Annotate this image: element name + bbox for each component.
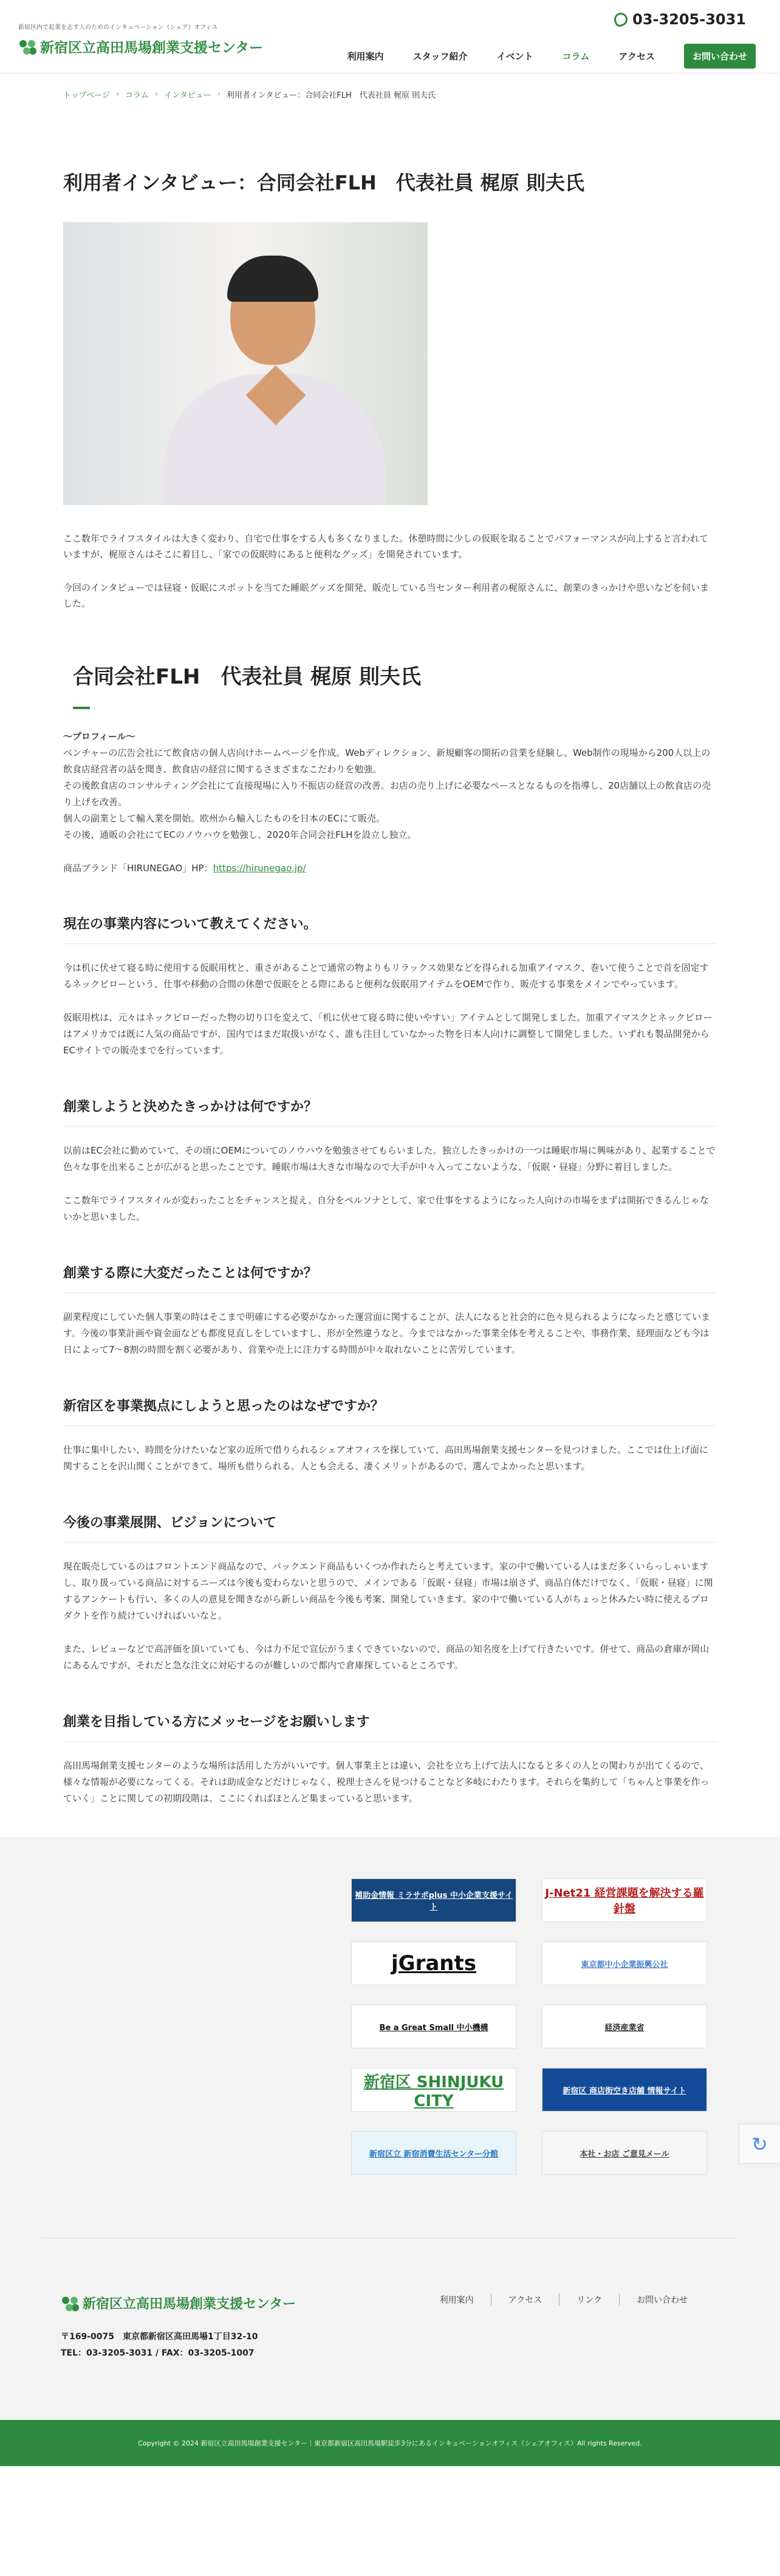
answer: 現在販売しているのはフロントエンド商品なので、バックエンド商品もいくつか作れたらと考えています。家の中で働いている人はまだ多くいらっしゃいますし、取り扱っている商品に対するニーズは今後も変わらないと思うので、メインである「仮眠・昼寝」市場は崩さず、商品自体だけでなく、「仮眠・昼寝」に関するアンケートも行い、多くの人の意見を聞きながら新しい商品を今後も考案、開発していきます。家の中で働いている人がちょっと休みたい時に使えるプロダクトを作り続けていければいいなと。 bbox=[63, 1561, 713, 1622]
qa-section bbox=[63, 1512, 717, 1674]
qa-section bbox=[63, 1096, 717, 1225]
answer: 副業程度にしていた個人事業の時はそこまで明確にする必要がなかった運営面に関することが、法人になると社会的に色々見られるようになったと感じています。今後の事業計画や資金面なども都度見直しをしていますし、形が全然違うなと。今まではなかった事業全体を考えることや、事務作業、経理面なども今は日によって7〜8割の時間を割く必要があり、営業や売上に注力する時間が中々取れないことに苦労しています。 bbox=[63, 1311, 711, 1356]
answer: 今は机に伏せて寝る時に使用する仮眠用枕と、重さがあることで通常の物よりもリラックス効果などを得られる加重アイマスク、巻いて使うことで首を固定するネックピローという、仕事や移動の合間の休憩で仮眠をとる際にあると便利な仮眠用アイテムをOEMで作り、販売する事業をメインでやっています。 bbox=[63, 962, 709, 990]
profile-heading: 〜プロフィール〜 bbox=[63, 731, 135, 742]
banner-grid bbox=[351, 1878, 707, 2175]
banner-feedback-mail[interactable]: 本社・お店 ご意見メール bbox=[542, 2131, 707, 2175]
site-footer bbox=[0, 2238, 780, 2420]
banner-jnet21[interactable]: J-Net21 経営課題を解決する羅針盤 bbox=[542, 1878, 707, 1922]
qa-section bbox=[63, 1263, 717, 1358]
site-tagline: 新宿区内で起業を志す人のためのインキュベーション（シェア）オフィス bbox=[18, 24, 218, 31]
banner-vacant-store-info[interactable]: 新宿区 商店街空き店舗 情報サイト bbox=[542, 2068, 707, 2112]
footer-nav-access[interactable]: アクセス bbox=[508, 2294, 560, 2306]
question: 今後の事業展開、ビジョンについて bbox=[63, 1512, 717, 1543]
brand-website-link[interactable]: https://hirunegao.jp/ bbox=[213, 863, 306, 874]
profile-line: その後飲食店のコンサルティング会社にて直接現場に入り不振店の経営の改善。お店の売り上げに必要なペースとなるものを指導し、20店舗以上の飲食店の売り上げを改善。 bbox=[63, 780, 711, 807]
heading-underline bbox=[73, 707, 90, 709]
contact-button[interactable]: お問い合わせ bbox=[684, 44, 756, 69]
breadcrumb-separator: › bbox=[154, 90, 159, 99]
banner-meti[interactable]: 経済産業省 bbox=[542, 2005, 707, 2048]
footer-navigation bbox=[440, 2294, 705, 2306]
nav-events[interactable]: イベント bbox=[496, 51, 533, 62]
footer-nav-contact[interactable]: お問い合わせ bbox=[637, 2296, 688, 2306]
nav-column[interactable]: コラム bbox=[562, 51, 590, 62]
banner-jgrants[interactable]: jGrants bbox=[351, 1942, 516, 1985]
profile bbox=[63, 729, 717, 843]
breadcrumb-separator: › bbox=[115, 90, 120, 99]
banner-tokyo-sme[interactable]: 東京都中小企業振興公社 bbox=[542, 1942, 707, 1985]
breadcrumb-separator: › bbox=[217, 90, 221, 99]
footer-logo[interactable]: 新宿区立高田馬場創業支援センター bbox=[61, 2294, 296, 2313]
answer: 以前はEC会社に勤めていて、その頃にOEMについてのノウハウを勉強させてもらいました。独立したきっかけの一つは睡眠市場に興味があり、起業することで色々な事を出来ることが広がると思ったことです。睡眠市場は大きな市場なので大手が中々入ってこないような、「仮眠・昼寝」分野に着目しました。 bbox=[63, 1145, 716, 1173]
question: 新宿区を事業拠点にしようと思ったのはなぜですか？ bbox=[63, 1396, 717, 1426]
interviewee-photo bbox=[63, 222, 428, 505]
banner-smrj[interactable]: Be a Great Small 中小機構 bbox=[351, 2005, 516, 2048]
profile-line: ベンチャーの広告会社にて飲食店の個人店向けホームページを作成。Webディレクション、新規顧客の開拓の営業を経験し、Web制作の現場から200人以上の飲食店経営者の話を聞き、飲食店の経営に関するさまざまなこだわりを勉強。 bbox=[63, 747, 711, 775]
site-header bbox=[0, 0, 780, 73]
breadcrumb-current: 利用者インタビュー：合同会社FLH 代表社員 梶原 則夫氏 bbox=[226, 91, 436, 100]
breadcrumb-home[interactable]: トップページ bbox=[63, 91, 110, 100]
banner-mirasapo[interactable]: 補助金情報 ミラサポplus 中小企業支援サイト bbox=[351, 1878, 516, 1922]
answer: また、レビューなどで高評価を頂いていても、今は力不足で宣伝がうまくできていないので、商品の知名度を上げて行きたいです。併せて、商品の倉庫が岡山にあるんですが、それだと急な注文に対応するのが難しいので都内で倉庫探しているところです。 bbox=[63, 1643, 710, 1671]
logo-icon bbox=[61, 2294, 79, 2313]
brand-link-line: 商品ブランド「HIRUNEGAO」HP：https://hirunegao.jp/ bbox=[63, 863, 306, 874]
question: 創業する際に大変だったことは何ですか？ bbox=[63, 1263, 717, 1293]
site-name: 新宿区立高田馬場創業支援センター bbox=[40, 40, 264, 56]
footer-nav-usage[interactable]: 利用案内 bbox=[440, 2294, 491, 2306]
nav-access[interactable]: アクセス bbox=[618, 51, 655, 62]
footer-address: 〒169-0075 東京都新宿区高田馬場1丁目32-10 TEL：03-3205-3031 / FAX：03-3205-1007 bbox=[61, 2332, 258, 2358]
partner-banners bbox=[0, 1837, 780, 2238]
breadcrumb-interview[interactable]: インタビュー bbox=[164, 91, 211, 100]
footer-nav-links[interactable]: リンク bbox=[576, 2294, 620, 2306]
answer: 高田馬場創業支援センターのような場所は活用した方がいいです。個人事業主とは違い、会社を立ち上げて法人になると多くの人との関わりが出てくるので、様々な情報が必要になってくる。それは助成金などだけじゃなく、税理士さんを見つけることなど多岐にわたります。それらを集約して「ちゃんと事業を作っていく」ことに関しての初期段階は、ここにくればほとんど集まっていると思います。 bbox=[63, 1760, 710, 1804]
breadcrumb bbox=[0, 73, 780, 115]
question: 創業しようと決めたきっかけは何ですか？ bbox=[63, 1096, 717, 1127]
breadcrumb-column[interactable]: コラム bbox=[125, 91, 149, 100]
nav-usage[interactable]: 利用案内 bbox=[347, 51, 384, 62]
answer: 仕事に集中したい、時間を分けたいなど家の近所で借りられるシェアオフィスを探していて、高田馬場創業支援センターを見つけました。ここでは仕上げ面に関することを沢山聞くことができて、場所も借りられる、人とも会える、凄くメリットがあるので、選んでよかったと思います。 bbox=[63, 1444, 709, 1472]
article-main bbox=[63, 115, 717, 1807]
question: 現在の事業内容について教えてください。 bbox=[63, 914, 717, 944]
article-title: 利用者インタビュー：合同会社FLH 代表社員 梶原 則夫氏 bbox=[63, 171, 585, 194]
logo-icon bbox=[18, 38, 36, 56]
phone-number[interactable]: 03-3205-3031 bbox=[614, 11, 746, 28]
profile-line: その後、通販の会社にてECのノウハウを勉強し、2020年合同会社FLHを設立し独立。 bbox=[63, 829, 417, 840]
main-navigation bbox=[347, 44, 756, 69]
qa-section bbox=[63, 1396, 717, 1475]
qa-section bbox=[63, 914, 717, 1059]
answer: ここ数年でライフスタイルが変わったことをチャンスと捉え、自分をペルソナとして、家で仕事をするようになった人向けの市場をまずは開拓できるんじゃないかと思いました。 bbox=[63, 1195, 709, 1223]
banner-consumer-center[interactable]: 新宿区立 新宿消費生活センター分館 bbox=[351, 2131, 516, 2175]
nav-staff[interactable]: スタッフ紹介 bbox=[412, 51, 468, 62]
banner-shinjuku-city[interactable]: 新宿区 SHINJUKU CITY bbox=[351, 2068, 516, 2112]
recaptcha-badge[interactable] bbox=[739, 2124, 780, 2164]
answer: 仮眠用枕は、元々はネックピローだった物の切り口を変えて、「机に伏せて寝る時に使いやすい」アイテムとして開発しました。加重アイマスクとネックピローはアメリカでは既に人気の商品ですが、国内ではまだ取扱いがなく、誰も注目していなかった物を日本人向けに調整して開発しました。いずれも製品開発からECサイトでの販売までを行っています。 bbox=[63, 1012, 713, 1056]
phone-icon bbox=[612, 11, 629, 28]
article-intro: 今回のインタビューでは昼寝・仮眠にスポットを当てた睡眠グッズを開発、販売している当センター利用者の梶原さんに、創業のきっかけや思いなどを伺いました。 bbox=[63, 582, 710, 609]
qa-section bbox=[63, 1711, 717, 1807]
question: 創業を目指している方にメッセージをお願いします bbox=[63, 1711, 717, 1742]
profile-line: 個人の副業として輸入業を開始。欧州から輸入したものを日本のECにて販売。 bbox=[63, 813, 385, 824]
article-intro: ここ数年でライフスタイルは大きく変わり、自宅で仕事をする人も多くなりました。休憩時間に少しの仮眠を取ることでパフォーマンスが向上すると言われていますが、梶原さんはそこに着目し、「家での仮眠時にあると便利なグッズ」を開発されています。 bbox=[63, 533, 709, 560]
site-logo[interactable] bbox=[18, 36, 263, 56]
interviewee-heading: 合同会社FLH 代表社員 梶原 則夫氏 bbox=[73, 665, 422, 689]
copyright: Copyright © 2024 新宿区立高田馬場創業支援センター｜東京都新宿区高田馬場駅徒歩3分にあるインキュベーションオフィス（シェアオフィス）All rights Reserved. bbox=[0, 2420, 780, 2466]
